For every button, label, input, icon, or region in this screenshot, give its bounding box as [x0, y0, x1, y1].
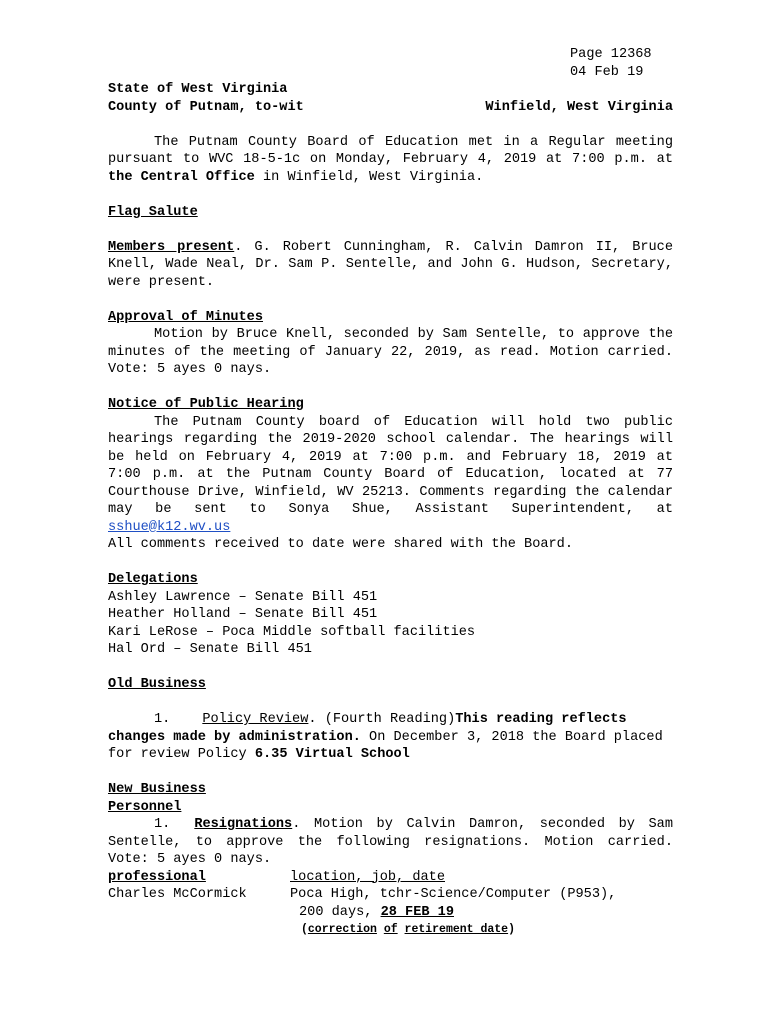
staff-detail: Poca High, tchr-Science/Computer (P953), [290, 887, 617, 902]
old-business-heading: Old Business [108, 677, 206, 692]
meeting-place: the Central Office [108, 169, 255, 185]
state-line: State of West Virginia [108, 82, 288, 97]
flag-salute-heading: Flag Salute [108, 204, 198, 220]
intro-paragraph: The Putnam County Board of Education met in a Regular meeting pursuant to WVC 18-5-1c on Monday, February 4, 2019 at 7:00 p.m. at the Central Office in Winfield, West Virginia. [108, 134, 673, 185]
resignations-title: Resignations [194, 817, 293, 832]
delegations-heading: Delegations [108, 572, 198, 587]
minutes-heading: Approval of Minutes [108, 309, 263, 325]
detail-column-label: location, job, date [290, 869, 445, 885]
policy-name: 6.35 Virtual School [254, 747, 410, 762]
personnel-heading: Personnel [108, 799, 182, 815]
professional-label: professional [108, 869, 206, 885]
page-date: 04 Feb 19 [570, 64, 644, 80]
page-number: Page 12368 [570, 47, 652, 62]
item-number: 1. [154, 712, 171, 727]
staff-name: Charles McCormick [108, 887, 247, 902]
county-location-row [108, 99, 673, 117]
location-line: Winfield, West Virginia [485, 99, 673, 115]
policy-review-title: Policy Review [202, 712, 309, 727]
members-paragraph: Members present. G. Robert Cunningham, R. Calvin Damron II, Bruce Knell, Wade Neal, Dr. Sam P. Sentelle, and John G. Hudson, Secretary, were present. [108, 239, 673, 290]
delegation-item: Hal Ord – Senate Bill 451 [108, 642, 312, 657]
new-business-heading: New Business [108, 782, 206, 797]
county-line: County of Putnam, to-wit [108, 99, 304, 115]
delegation-item: Heather Holland – Senate Bill 451 [108, 607, 378, 622]
policy-review-item: 1. Policy Review. (Fourth Reading)This reading reflects changes made by administration. On December 3, 2018 the Board placed for review Policy 6.35 Virtual School [108, 712, 663, 762]
delegation-item: Kari LeRose – Poca Middle softball facilities [108, 624, 476, 640]
hearing-closing: All comments received to date were shared with the Board. [108, 537, 573, 552]
retirement-date: 28 FEB 19 [380, 904, 454, 920]
minutes-paragraph: Motion by Bruce Knell, seconded by Sam Sentelle, to approve the minutes of the meeting of January 22, 2019, as read. Motion carried. Vote: 5 ayes 0 nays. [108, 327, 673, 377]
staff-entry [108, 886, 673, 904]
staff-days-row: 200 days, 28 FEB 19 [299, 904, 454, 920]
delegation-item: Ashley Lawrence – Senate Bill 451 [108, 589, 378, 605]
document-page [108, 46, 673, 939]
hearing-paragraph: The Putnam County board of Education will hold two public hearings regarding the 2019-2020 school calendar. The hearings will be held on February 4, 2019 at 7:00 p.m. and February 18, 2019 at 7:00 p.m. at the Putnam County Board of Education, located at 77 Courthouse Drive, Winfield, WV 25213. Comments regarding the calendar may be sent to Sonya Shue, Assistant Superintendent, at sshue@k12.wv.us [108, 414, 673, 535]
correction-note: (correction of retirement date) [301, 923, 515, 936]
hearing-heading: Notice of Public Hearing [108, 397, 304, 412]
staff-table-header [108, 869, 673, 887]
email-link[interactable]: sshue@k12.wv.us [108, 519, 231, 535]
members-heading: Members present [108, 239, 235, 255]
resignations-paragraph: 1. Resignations. Motion by Calvin Damron, seconded by Sam Sentelle, to approve the following resignations. Motion carried. Vote: 5 ayes 0 nays. [108, 817, 673, 867]
